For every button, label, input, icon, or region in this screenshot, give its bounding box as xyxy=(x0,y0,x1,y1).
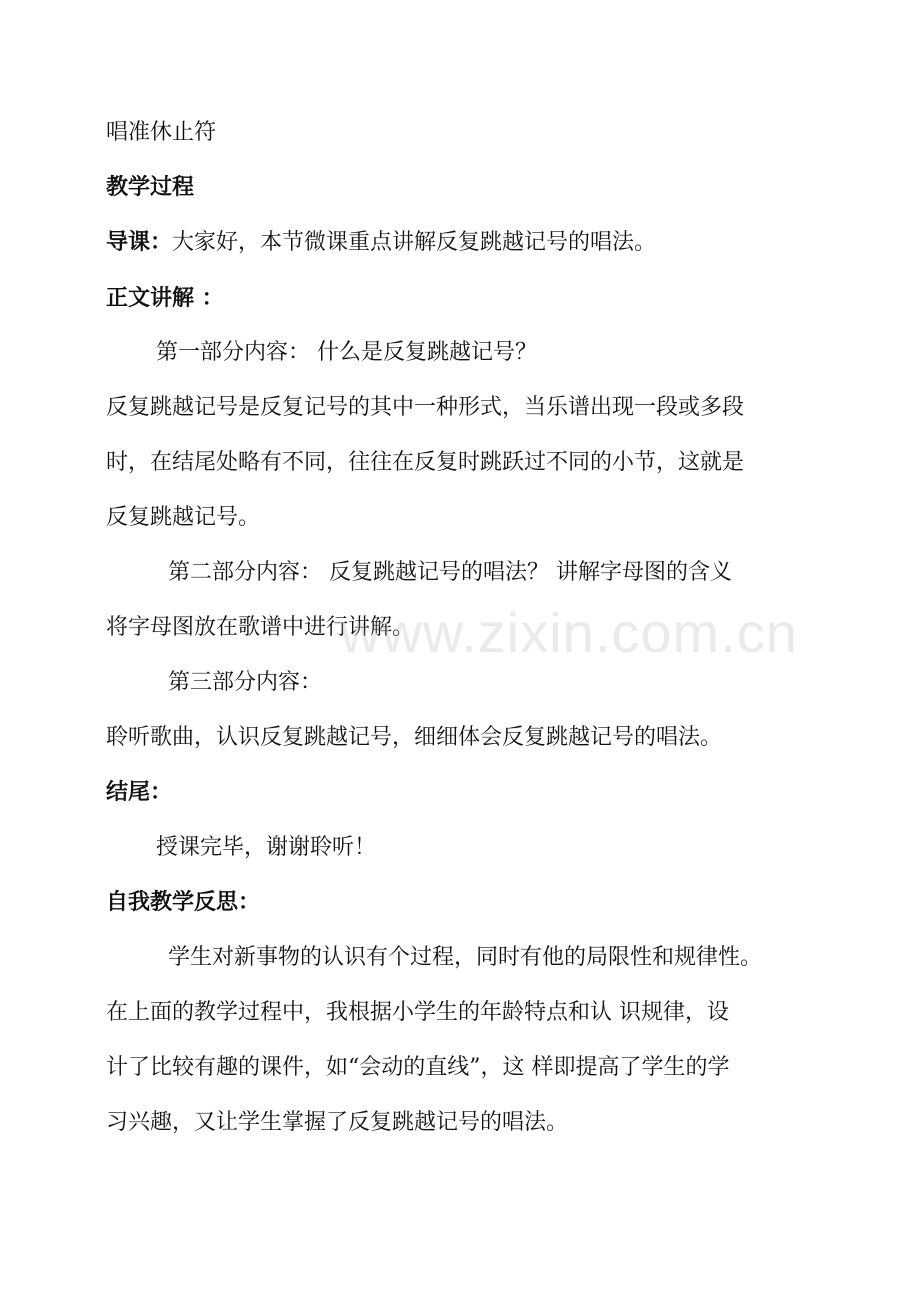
ending-text: 授课完毕，谢谢聆听！ xyxy=(156,835,377,860)
intro-text: 大家好，本节微课重点讲解反复跳越记号的唱法。 xyxy=(172,230,657,255)
section-heading-main: 正文讲解 ： xyxy=(106,286,224,311)
reflection-line-3: 计了比较有趣的课件，如“会动的直线”，这 样即提高了学生的学 xyxy=(106,1055,730,1080)
body-line-7: 时，在结尾处略有不同，往往在反复时跳跃过不同的小节，这就是 xyxy=(106,450,745,475)
body-line-12: 聆听歌曲，认识反复跳越记号，细细体会反复跳越记号的唱法。 xyxy=(106,725,723,750)
watermark-text: www.zixin.com.cn xyxy=(340,601,798,664)
body-line-8: 反复跳越记号。 xyxy=(106,505,261,530)
part-two-heading: 第二部分内容： 反复跳越记号的唱法？ 讲解字母图的含义 xyxy=(168,560,732,585)
intro-paragraph xyxy=(106,228,656,258)
section-heading-ending: 结尾： xyxy=(106,780,173,805)
part-three-heading: 第三部分内容： xyxy=(168,670,323,695)
reflection-line-2: 在上面的教学过程中，我根据小学生的年龄特点和认 识规律，设 xyxy=(106,1000,729,1025)
intro-label: 导课： xyxy=(106,230,173,255)
text-line-1: 唱准休止符 xyxy=(106,120,217,145)
part-one-heading: 第一部分内容： 什么是反复跳越记号？ xyxy=(156,340,537,365)
reflection-line-4: 习兴趣，又让学生掌握了反复跳越记号的唱法。 xyxy=(106,1110,569,1135)
reflection-line-1: 学生对新事物的认识有个过程，同时有他的局限性和规律性。 xyxy=(168,945,763,970)
section-heading-process: 教学过程 xyxy=(106,175,195,200)
section-heading-reflection: 自我教学反思： xyxy=(106,890,261,915)
body-line-6: 反复跳越记号是反复记号的其中一种形式，当乐谱出现一段或多段 xyxy=(106,395,745,420)
body-line-10: 将字母图放在歌谱中进行讲解。 xyxy=(106,615,415,640)
